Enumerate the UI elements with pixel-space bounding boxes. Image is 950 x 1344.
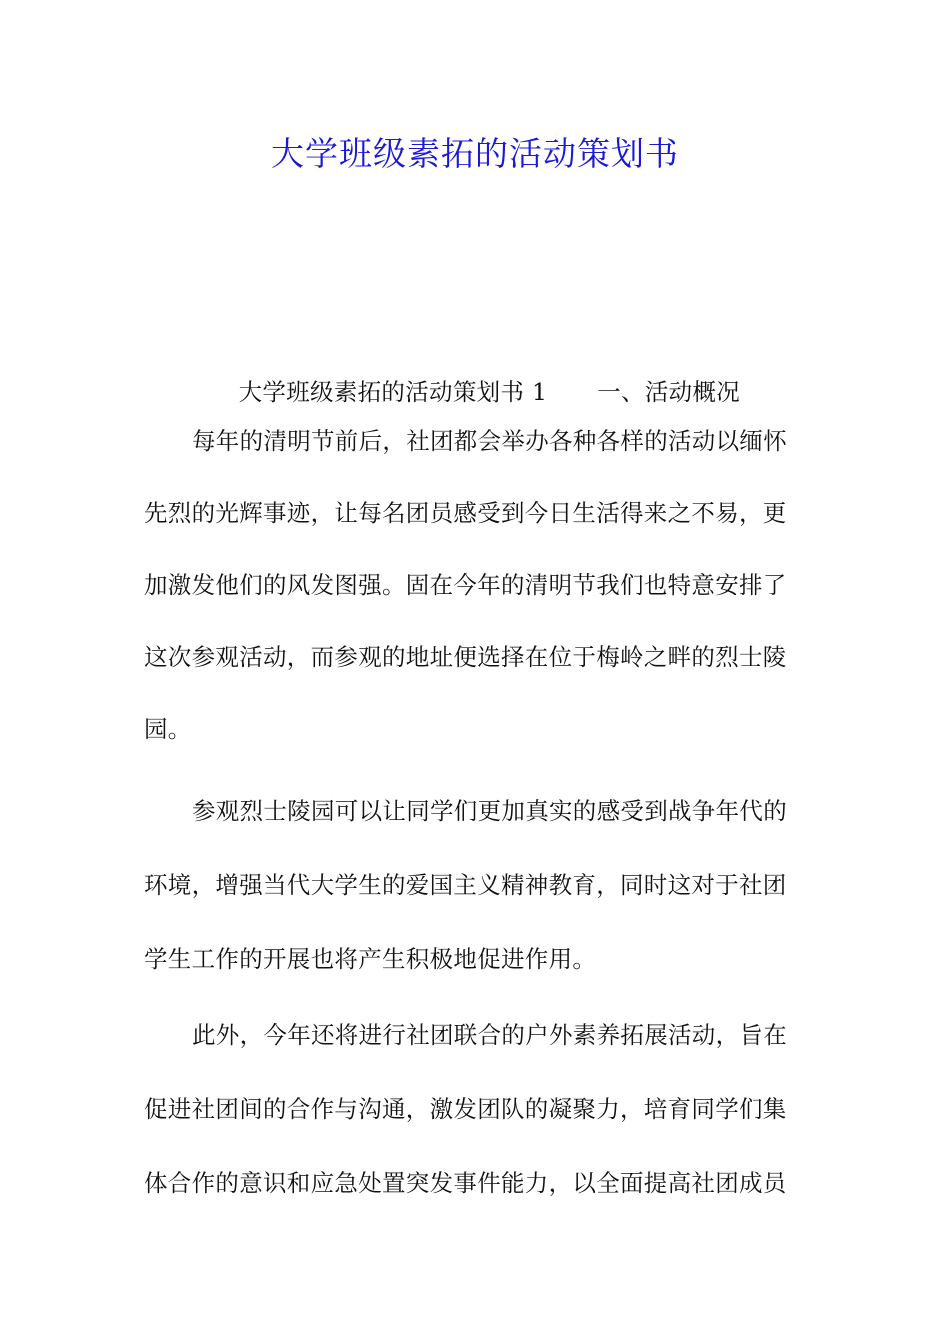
paragraph-line: 加激发他们的风发图强。固在今年的清明节我们也特意安排了 [144,571,787,599]
document-body [144,0,809,1344]
paragraph-line: 促进社团间的合作与沟通，激发团队的凝聚力，培育同学们集 [144,1095,787,1123]
paragraph-line: 这次参观活动，而参观的地址便选择在位于梅岭之畔的烈士陵 [144,643,787,671]
paragraph-line: 每年的清明节前后，社团都会举办各种各样的活动以缅怀 [192,427,787,455]
section-heading-left: 大学班级素拓的活动策划书 1 [238,378,548,406]
paragraph-line: 此外，今年还将进行社团联合的户外素养拓展活动，旨在 [192,1021,787,1049]
paragraph-line: 先烈的光辉事迹，让每名团员感受到今日生活得来之不易，更 [144,499,787,527]
section-heading-right: 一、活动概况 [597,378,741,406]
paragraph-line: 学生工作的开展也将产生积极地促进作用。 [144,945,597,973]
document-title: 大学班级素拓的活动策划书 [271,134,679,173]
paragraph-line: 环境，增强当代大学生的爱国主义精神教育，同时这对于社团 [144,871,787,899]
paragraph-line: 体合作的意识和应急处置突发事件能力，以全面提高社团成员 [144,1169,787,1197]
paragraph-line: 园。 [144,715,192,743]
paragraph-line: 参观烈士陵园可以让同学们更加真实的感受到战争年代的 [192,797,787,825]
